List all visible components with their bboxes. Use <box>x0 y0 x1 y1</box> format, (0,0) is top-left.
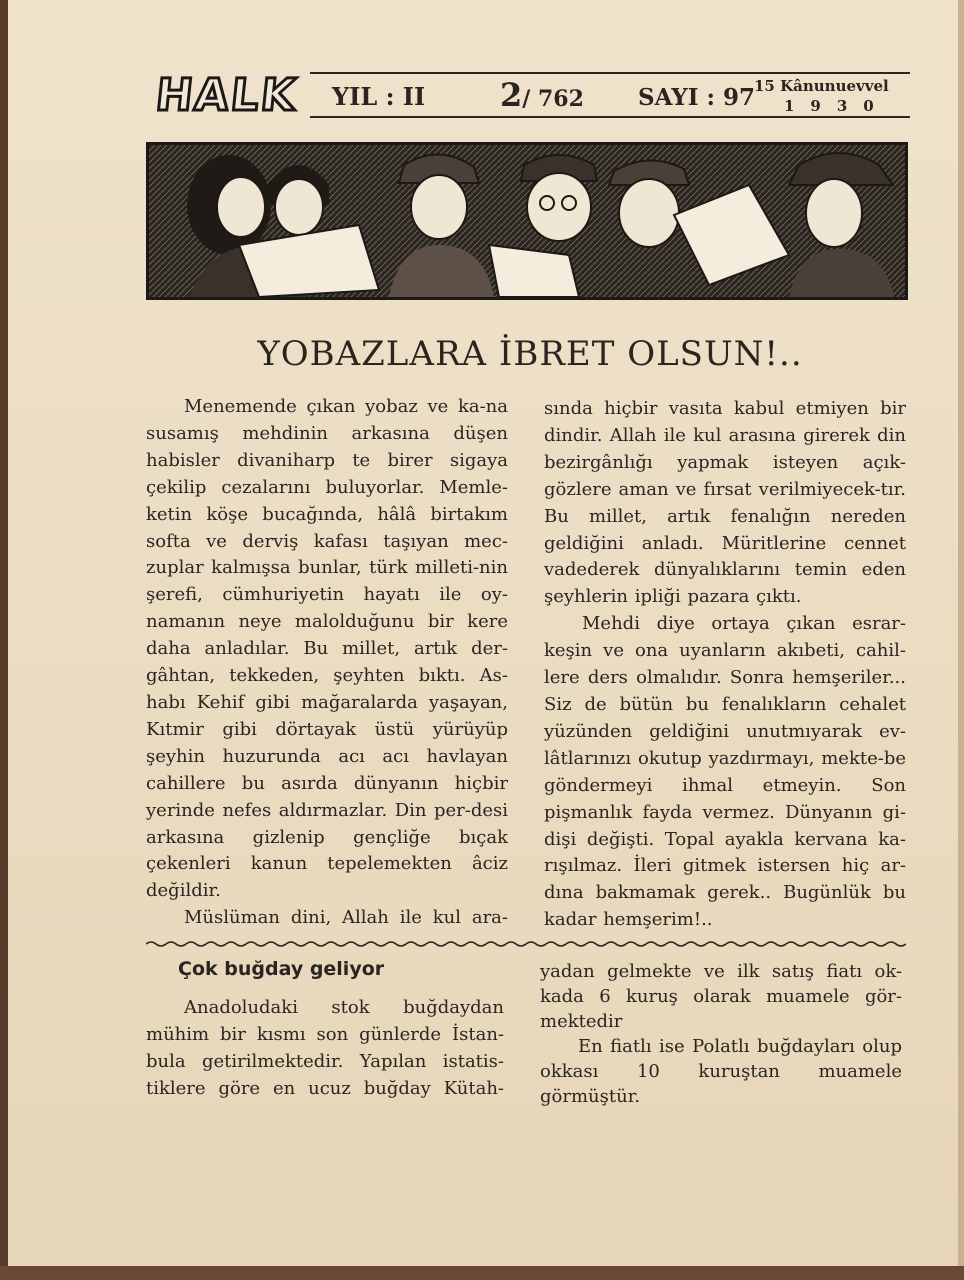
article-paragraph: Mehdi diye ortaya çıkan esrar-keşin ve ona uyanların akıbeti, cahil-lere ders olmalıdır. Sonra hemşeriler... Siz de bütün bu fenalıkların cehalet yüzünden geldiğini unutmıyarak ev-lâtlarınızı okutup yazdırmayı, mekte-be göndermeyi ihmal etmeyin. Son pişmanlık fayda vermez. Dünyanın gi-dişi değişti. Topal ayakla kervana ka-rışılmaz. İleri gitmek istersen hiç ar-dına bakmamak gerek.. Bugünlük bu kadar hemşerim!.. <box>544 613 906 931</box>
date-year: 1930 <box>784 97 890 115</box>
article-column-right <box>544 396 906 934</box>
section-divider <box>146 939 906 949</box>
article-paragraph: Müslüman dini, Allah ile kul ara- <box>184 907 508 929</box>
masthead-rule-top <box>310 72 910 74</box>
article-column-left <box>146 394 508 932</box>
news-column-right <box>540 959 902 1109</box>
issue-sub: / 762 <box>522 86 584 112</box>
news-paragraph: Anadoludaki stok buğdaydan mühim bir kısmı son günlerde İstan-bula getirilmektedir. Yapılan istatis-tiklere göre en ucuz buğday Kütah- <box>146 997 504 1099</box>
issue-main: 2 <box>500 76 523 114</box>
date-day-month: 15 Kânunuevvel <box>754 77 889 95</box>
article-paragraph: Menemende çıkan yobaz ve ka-na susamış mehdinin arkasına düşen habisler divaniharp te birer sigaya çekilip cezalarını buluyorlar. Memle-ketin köşe bucağında, hâlâ birtakım softa ve derviş kafası taşıyan mec-zuplar kalmışsa bunlar, türk milleti-nin şerefi, cümhuriyetin hayatı ile oy-namanın neye malolduğunu bir kere daha anladılar. Bu millet, artık der-gâhtan, tekkeden, şeyhten bıktı. As-habı Kehif gibi mağaralarda yaşayan, Kıtmir gibi dörtayak üstü yürüyüp şeyhin huzurunda acı acı havlayan cahillere bu asırda dünyanın hiçbir yerinde nefes aldırmazlar. Din per-desi arkasına gizlenip gençliğe bıçak çekenleri kanun tepelemekten âciz değildir. <box>146 396 508 902</box>
banner-illustration <box>146 142 908 300</box>
news-title: Çok buğday geliyor <box>178 958 385 980</box>
masthead <box>150 62 910 124</box>
article-headline: YOBAZLARA İBRET OLSUN!.. <box>257 334 803 374</box>
page-edge-bottom <box>0 1266 964 1280</box>
article-paragraph: sında hiçbir vasıta kabul etmiyen bir dindir. Allah ile kul arasına girerek din bezirgânlığı yapmak isteyen açık-gözlere aman ve fırsat verilmiyecek-tır. Bu millet, artık fenalığın nereden geldiğini anladı. Müritlerine cennet vadederek dünyalıklarını temin eden şeyhlerin ipliği pazara çıktı. <box>544 398 906 608</box>
readers-illustration <box>149 145 905 297</box>
newspaper-logo: HALK <box>153 70 300 121</box>
page-edge-left <box>0 0 8 1280</box>
masthead-rule-bottom <box>310 116 910 118</box>
page-edge-right <box>958 0 964 1280</box>
masthead-issue <box>500 76 584 114</box>
masthead-date <box>754 76 890 116</box>
news-paragraph: yadan gelmekte ve ilk satış fiatı ok-kada 6 kuruş olarak muamele gör-mektedir <box>540 961 902 1032</box>
masthead-sayi: SAYI : 97 <box>638 84 755 111</box>
news-column-left <box>146 995 504 1103</box>
news-paragraph: En fiatlı ise Polatlı buğdayları olup okkası 10 kuruştan muamele görmüştür. <box>540 1036 902 1107</box>
masthead-year: YIL : II <box>332 82 426 111</box>
